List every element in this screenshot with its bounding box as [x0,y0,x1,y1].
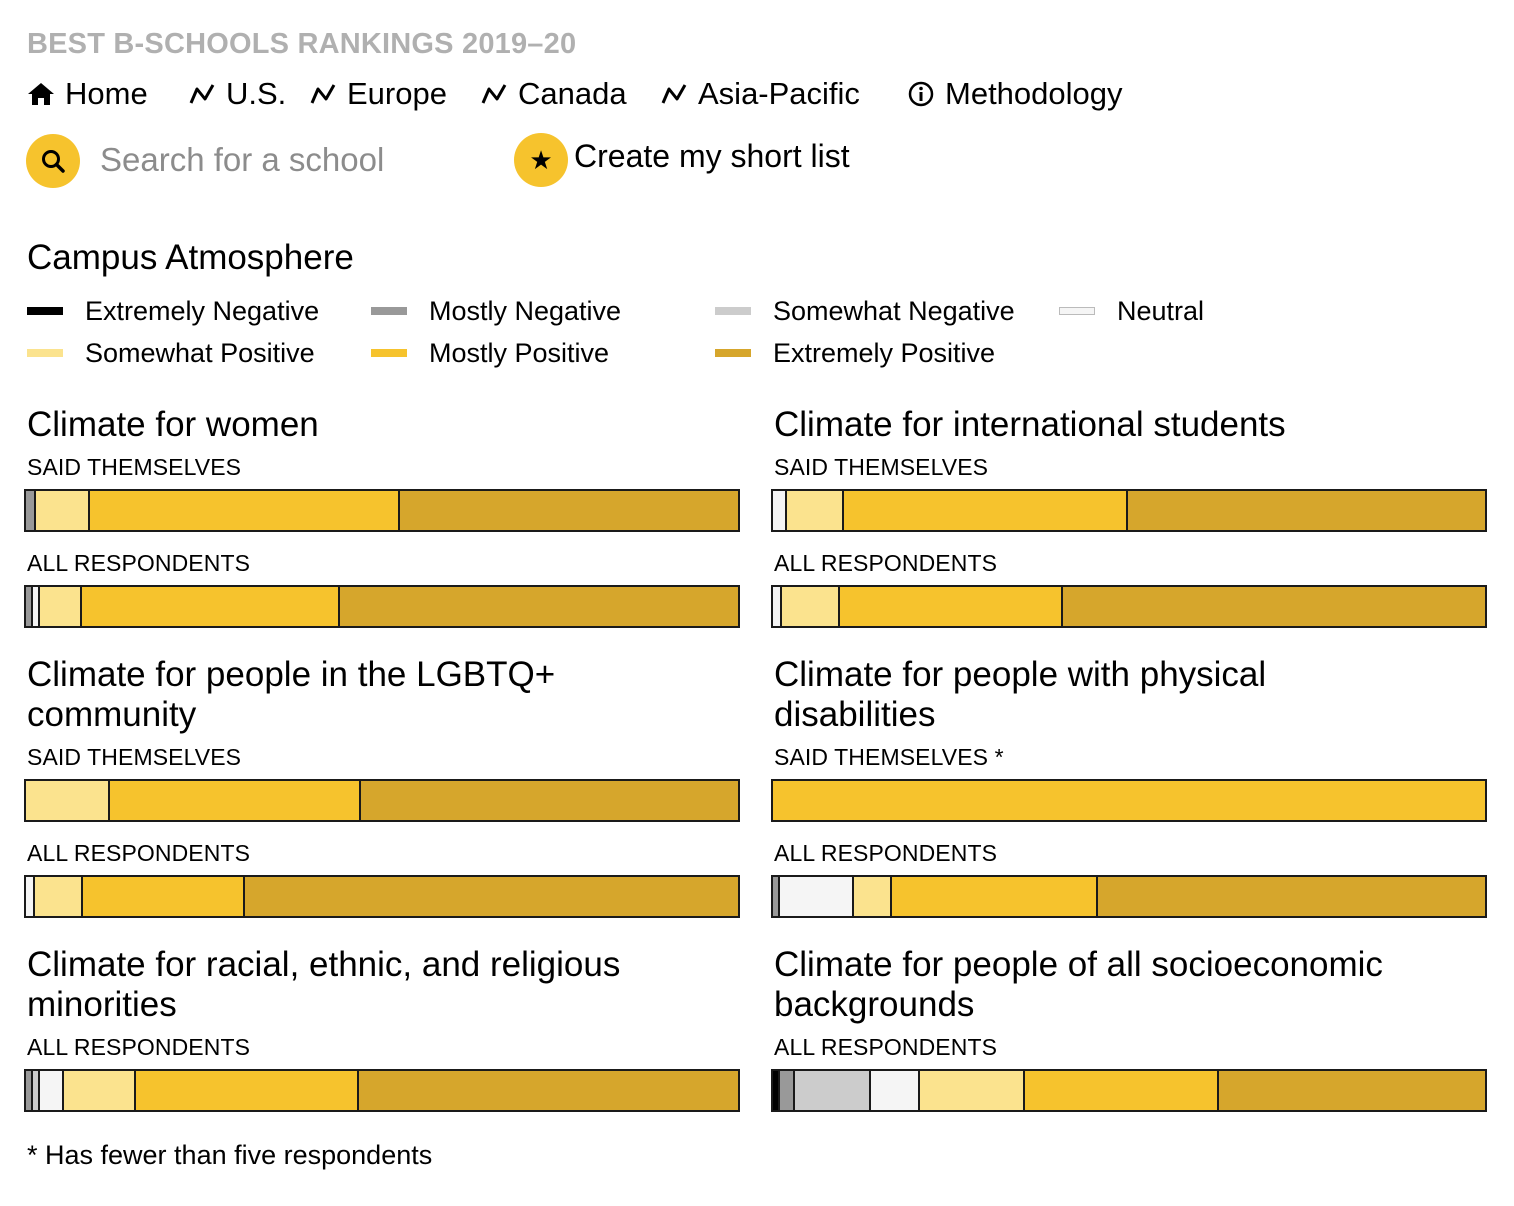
legend-item [715,295,1015,327]
stacked-bar [771,1069,1487,1112]
bar-segment-mostly-negative [773,877,780,916]
bar-segment-somewhat-positive [782,587,840,626]
panel-title: Climate for people of all socioeconomic backgrounds [774,945,1383,1024]
bar-segment-neutral [773,587,782,626]
bar-label: SAID THEMSELVES [27,454,242,480]
shortlist-button[interactable] [514,133,568,187]
bar-segment-somewhat-negative [33,1071,40,1110]
panel-title: Climate for international students [774,405,1286,444]
legend-label: Extremely Negative [85,295,320,326]
bar-segment-neutral [780,877,854,916]
bar-segment-mostly-positive [83,877,245,916]
bar-segment-mostly-negative [26,1071,33,1110]
bar-segment-somewhat-positive [920,1071,1025,1110]
legend-label: Neutral [1117,295,1205,326]
bar-label: ALL RESPONDENTS [774,550,998,576]
legend-label: Extremely Positive [773,337,996,368]
nav-item-label: Asia-Pacific [698,76,860,111]
bar-segment-somewhat-positive [40,587,82,626]
bar-segment-neutral [40,1071,63,1110]
stacked-bar [24,585,740,628]
legend-label: Somewhat Positive [85,337,315,368]
home-icon [27,81,55,107]
bar-segment-mostly-negative [780,1071,795,1110]
bar-segment-mostly-positive [136,1071,360,1110]
bar-segment-somewhat-positive [854,877,892,916]
bar-segment-somewhat-negative [795,1071,870,1110]
panel-title: Climate for women [27,405,319,444]
bar-segment-extremely-negative [773,1071,780,1110]
legend-swatch [371,349,407,357]
bar-segment-mostly-positive [844,491,1127,530]
bar-segment-extremely-positive [1098,877,1485,916]
shortlist-label[interactable]: Create my short list [574,138,850,174]
nav-item-canada[interactable] [480,74,627,114]
bar-label: ALL RESPONDENTS [27,840,251,866]
legend-label: Mostly Negative [429,295,622,326]
bar-segment-extremely-positive [1063,587,1485,626]
legend-swatch [27,307,63,315]
bar-segment-somewhat-positive [35,877,83,916]
legend-label: Mostly Positive [429,337,610,368]
star-icon: ★ [529,144,553,175]
bar-segment-extremely-positive [359,1071,738,1110]
bar-segment-mostly-positive [82,587,340,626]
stacked-bar [24,489,740,532]
bar-segment-mostly-negative [26,491,36,530]
search-input[interactable] [92,136,488,184]
trend-line-icon [188,81,216,107]
nav-item-europe[interactable] [309,74,447,114]
bar-segment-mostly-positive [892,877,1098,916]
search-button[interactable] [26,134,80,188]
nav-item-label: Methodology [945,76,1123,111]
bar-segment-neutral [773,491,787,530]
bar-segment-mostly-positive [773,781,1485,820]
nav-item-home[interactable] [27,74,148,114]
legend-item [371,295,621,327]
bar-segment-extremely-positive [1219,1071,1485,1110]
panel-title: Climate for people in the LGBTQ+ community [27,655,556,734]
bar-segment-neutral [871,1071,921,1110]
legend-item [27,295,319,327]
legend-swatch [715,349,751,357]
legend-item [715,337,995,369]
bar-segment-mostly-positive [1025,1071,1219,1110]
bar-label: ALL RESPONDENTS [774,840,998,866]
bar-label: SAID THEMSELVES [774,454,989,480]
stacked-bar [771,779,1487,822]
stacked-bar [24,1069,740,1112]
legend-swatch [27,349,63,357]
bar-segment-mostly-positive [90,491,400,530]
nav-item-label: Home [65,76,148,111]
bar-segment-somewhat-positive [64,1071,136,1110]
legend-item [1059,295,1204,327]
stacked-bar [771,489,1487,532]
bar-segment-extremely-positive [361,781,738,820]
panel-title: Climate for people with physical disabilities [774,655,1267,734]
bar-segment-somewhat-positive [787,491,844,530]
chart-title: Campus Atmosphere [27,238,354,277]
nav-item-label: Canada [518,76,627,111]
stacked-bar [771,585,1487,628]
bar-segment-extremely-positive [400,491,737,530]
nav-item-methodology[interactable] [907,74,1123,114]
bar-label: ALL RESPONDENTS [27,1034,251,1060]
search-icon [40,148,66,174]
panel-title: Climate for racial, ethnic, and religious minorities [27,945,621,1024]
bar-segment-extremely-positive [340,587,738,626]
bar-segment-mostly-negative [26,587,33,626]
info-icon [907,81,935,107]
bar-label: SAID THEMSELVES * [774,744,1004,770]
bar-segment-extremely-positive [245,877,738,916]
bar-label: SAID THEMSELVES [27,744,242,770]
page-kicker: BEST B-SCHOOLS RANKINGS 2019–20 [27,28,577,60]
stacked-bar [24,779,740,822]
legend-label: Somewhat Negative [773,295,1015,326]
legend-swatch [371,307,407,315]
bar-segment-extremely-positive [1128,491,1485,530]
footnote: * Has fewer than five respondents [27,1140,433,1170]
bar-segment-mostly-positive [110,781,361,820]
bar-segment-mostly-positive [840,587,1064,626]
trend-line-icon [309,81,337,107]
stacked-bar [24,875,740,918]
bar-label: ALL RESPONDENTS [27,550,251,576]
nav-item-label: Europe [347,76,447,111]
bar-label: ALL RESPONDENTS [774,1034,998,1060]
legend-item [27,337,315,369]
bar-segment-neutral [33,587,40,626]
stacked-bar [771,875,1487,918]
bar-segment-somewhat-positive [36,491,90,530]
nav-item-asia-pacific[interactable] [660,74,860,114]
bar-segment-somewhat-positive [26,781,110,820]
legend-item [371,337,609,369]
trend-line-icon [660,81,688,107]
legend-swatch [1059,307,1095,315]
nav-item-us[interactable] [188,74,286,114]
legend-swatch [715,307,751,315]
trend-line-icon [480,81,508,107]
bar-segment-neutral [26,877,35,916]
nav-item-label: U.S. [226,76,287,111]
